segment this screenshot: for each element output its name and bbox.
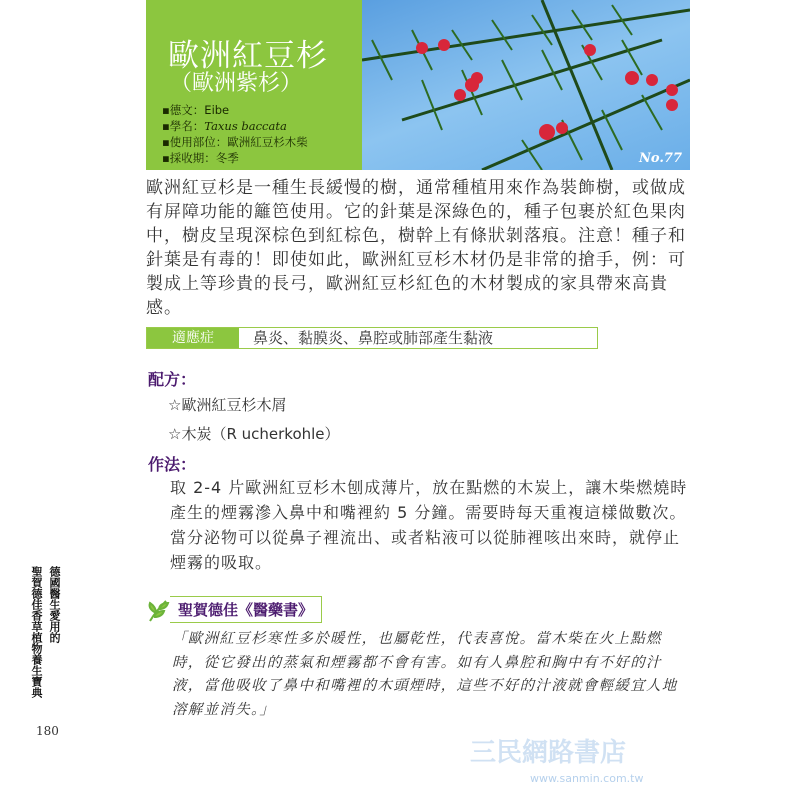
page-number: 180 xyxy=(36,724,59,738)
method-text: 取 2-4 片歐洲紅豆杉木刨成薄片，放在點燃的木炭上，讓木柴燃燒時產生的煙霧滲入鼻中和嘴裡約 5 分鐘。需要時每天重複這樣做數次。當分泌物可以從鼻子裡流出、或者粘液可以從肺裡咳出來時，就停止煙霧的吸取。 xyxy=(170,478,688,572)
indication-value: 鼻炎、黏膜炎、鼻腔或肺部產生黏液 xyxy=(253,329,494,347)
recipe-item: ☆歐洲紅豆杉木屑 xyxy=(168,396,287,414)
method-heading: 作法： xyxy=(148,455,197,474)
plant-subtitle: （歐洲紫杉） xyxy=(170,71,303,96)
plant-facts xyxy=(162,102,308,166)
recipe-heading: 配方： xyxy=(148,370,197,389)
fact-part: ▪使用部位：歐洲紅豆杉木柴 xyxy=(162,135,308,149)
watermark-url: www.sanmin.com.tw xyxy=(530,772,644,785)
intro-paragraph: 歐洲紅豆杉是一種生長緩慢的樹，通常種植用來作為裝飾樹，或做成有屏障功能的籬笆使用。它的針葉是深綠色的，種子包裹於紅色果肉中，樹皮呈現深棕色到紅棕色，樹幹上有條狀剝落痕。注意！種子和針葉是有毒的！即使如此，歐洲紅豆杉木材仍是非常的搶手，例：可製成上等珍貴的長弓，歐洲紅豆杉紅色的木材製成的家具帶來高貴感。 xyxy=(146,178,686,318)
indication-box xyxy=(146,327,598,349)
yew-branch-illustration xyxy=(362,0,690,170)
recipe-item: ☆木炭（R ucherkohle） xyxy=(168,425,340,443)
watermark-logo: 三民網路書店 xyxy=(470,738,627,768)
indication-label: 適應症 xyxy=(147,328,239,348)
yew-photo xyxy=(362,0,690,170)
fact-german: ▪德文：Eibe xyxy=(162,103,230,117)
fact-harvest: ▪採收期：冬季 xyxy=(162,151,239,165)
book-title-vertical: 聖賀德佳香草植物養生寶典 xyxy=(30,566,43,698)
hildegard-heading: 聖賀德佳《醫藥書》 xyxy=(146,596,322,623)
leaf-icon xyxy=(146,597,170,623)
hildegard-quote: 「歐洲紅豆杉寒性多於暖性，也屬乾性，代表喜悅。當木柴在火上點燃時，從它發出的蒸氣和煙霧都不會有害。如有人鼻腔和胸中有不好的汁液，當他吸收了鼻中和嘴裡的木頭煙時，這些不好的汁液就會輕緩宜人地溶解並消失。」 xyxy=(172,631,678,718)
title-panel xyxy=(146,0,362,170)
entry-number: No.77 xyxy=(639,151,682,166)
fact-latin: ▪學名：Taxus baccata xyxy=(162,119,287,133)
book-subtitle-vertical: 德國醫生愛用的 xyxy=(48,566,61,643)
plant-title: 歐洲紅豆杉 xyxy=(168,38,328,74)
